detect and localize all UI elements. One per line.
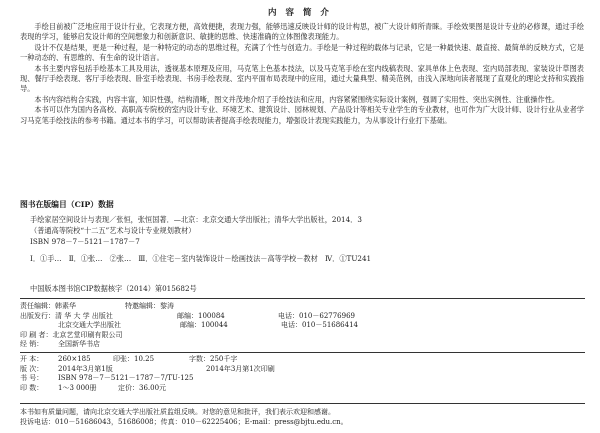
words-value: 250千字 xyxy=(210,355,238,363)
phone-value: 010－51686414 xyxy=(302,321,358,330)
sheets-label: 印张： xyxy=(113,355,134,363)
divider-line xyxy=(20,352,585,353)
copies-label: 印 数： xyxy=(20,383,44,392)
cip-line: （普通高等院校“十二五”艺术与设计专业规划教材） xyxy=(30,225,196,235)
special-editor-name: 黎涛 xyxy=(160,302,174,310)
postcode-value: 100044 xyxy=(201,321,228,330)
intro-paragraph: 手绘目前被广泛地应用于设计行业，它表现方便，高效便捷，表现力强，能够迅速反映设计师的设计构思，被广大设计师所青睐。手绘效果图是设计专业的必修课，通过手绘表现的学习，能够启发设计师的空间想象力和创新意识、敏捷的思维、快速准确的立体图像表现能力。 xyxy=(20,22,584,42)
price-value: 36.00元 xyxy=(139,383,167,392)
cip-isbn: ISBN 978－7－5121－1787－7 xyxy=(30,236,140,246)
divider-line xyxy=(20,298,585,299)
intro-section xyxy=(20,22,584,126)
printer-value: 北京艺堂印刷有限公司 xyxy=(52,330,123,339)
edition-value: 2014年3月第1版 xyxy=(58,364,113,373)
distributor-row xyxy=(20,340,585,350)
publisher-label: 出版发行： xyxy=(20,311,55,320)
cip-line: 手绘家居空间设计与表现／张恒，张恒国著．—北京：北京交通大学出版社；清华大学出版社，2014．3 xyxy=(30,215,362,224)
phone-value: 010－62776969 xyxy=(299,311,355,320)
special-editor-label: 特邀编辑： xyxy=(125,302,160,310)
intro-paragraph: 设计不仅是结果，更是一种过程，是一种特定的动态的思维过程，充满了个性与创造力。手绘是一种过程的载体与记录，它是一种最快速、最直接、最简单的反映方式，它是一种动态的、有思维的、有生命的设计语言。 xyxy=(20,42,584,63)
page-title: 内 容 简 介 xyxy=(268,8,332,18)
intro-paragraph: 本书可以作为国内各高校、高职高专院校的室内设计专业、环境艺术、建筑设计、园林规划、产品设计等相关专业学生的专业教材，也可作为广大设计师、设计行业从业者学习马克笔手绘技法的参考书籍。通过本书的学习，可以帮助读者提高手绘表现能力，增强设计表现实践能力，为从事设计行业打下基础。 xyxy=(20,105,584,125)
cip-heading: 图书在版编目（CIP）数据 xyxy=(20,200,114,209)
cip-block xyxy=(30,215,585,265)
copies-value: 1～3 000册 xyxy=(58,383,97,392)
printing-value: 2014年3月第1次印刷 xyxy=(206,364,275,373)
isbn-label: 书 号： xyxy=(20,374,44,383)
publisher-name: 清 华 大 学 出版社 xyxy=(55,311,113,320)
intro-paragraph: 本书主要内容包括手绘基本工具及用法，透视基本原理及应用，马克笔上色基本技法，以及马克笔手绘在室内线稿表现、家具单体上色表现、室内局部表现、家装设计草图表现、餐厅手绘表现、客厅手绘表现、卧室手绘表现、书房手绘表现、室内平面布局表现中的应用，通过大量典型、精美范例，由浅入深地向读者展现了直观化的理论支持和实践指导。 xyxy=(20,63,584,94)
editor-row xyxy=(20,302,585,312)
printer-row xyxy=(20,331,585,341)
publisher-row-1 xyxy=(20,312,585,322)
editor-label: 责任编辑： xyxy=(20,302,55,310)
cip-number: 中国版本图书馆CIP数据核字（2014）第015682号 xyxy=(30,284,197,293)
publisher-name: 北京交通大学出版社 xyxy=(58,321,121,330)
format-value: 260×185 xyxy=(58,355,91,363)
intro-paragraph: 本书内容结构合实践，内容丰富，知识性强，结构清晰，图文并茂地介绍了手绘技法和应用，内容紧紧围绕实际设计案例，强调了实用性、突出实例性、注重操作性。 xyxy=(34,94,560,104)
distributor-value: 全国新华书店 xyxy=(58,340,100,349)
publication-info xyxy=(20,302,585,350)
price-label: 定价： xyxy=(118,383,139,392)
words-label: 字数： xyxy=(189,355,210,363)
footer-notice xyxy=(20,407,585,427)
distributor-label: 经 销： xyxy=(20,340,44,349)
divider-line xyxy=(20,403,585,404)
isbn-value: ISBN 978－7－5121－1787－7/TU·125 xyxy=(58,374,194,383)
isbn-row xyxy=(20,374,585,384)
editor-name: 韩素华 xyxy=(55,302,76,310)
phone-label: 电话： xyxy=(278,311,299,320)
postcode-label: 邮编： xyxy=(180,321,201,330)
specification-info xyxy=(20,355,585,393)
quality-notice: 本书如有质量问题，请向北京交通大学出版社质监组反映。对您的意见和批评，我们表示欢迎和感谢。 xyxy=(20,408,335,416)
copies-row xyxy=(20,384,585,394)
contact-info: 投诉电话：010－51686043，51686008；传真：010－62225406；E-mail：press@bjtu.edu.cn。 xyxy=(20,418,348,426)
cip-classification: Ⅰ．①手… Ⅱ．①张… ②张… Ⅲ．①住宅－室内装饰设计－绘画技法－高等学校－教材 Ⅳ．①TU241 xyxy=(30,254,372,264)
publisher-row-2 xyxy=(20,321,585,331)
edition-row xyxy=(20,365,585,375)
sheets-value: 10.25 xyxy=(134,355,155,363)
edition-label: 版 次： xyxy=(20,364,44,373)
printer-label: 印 刷 者： xyxy=(20,330,53,339)
phone-label: 电话： xyxy=(281,321,302,330)
postcode-label: 邮编： xyxy=(177,311,198,320)
format-label: 开 本： xyxy=(20,355,44,363)
format-row xyxy=(20,355,585,365)
postcode-value: 100084 xyxy=(198,311,225,320)
